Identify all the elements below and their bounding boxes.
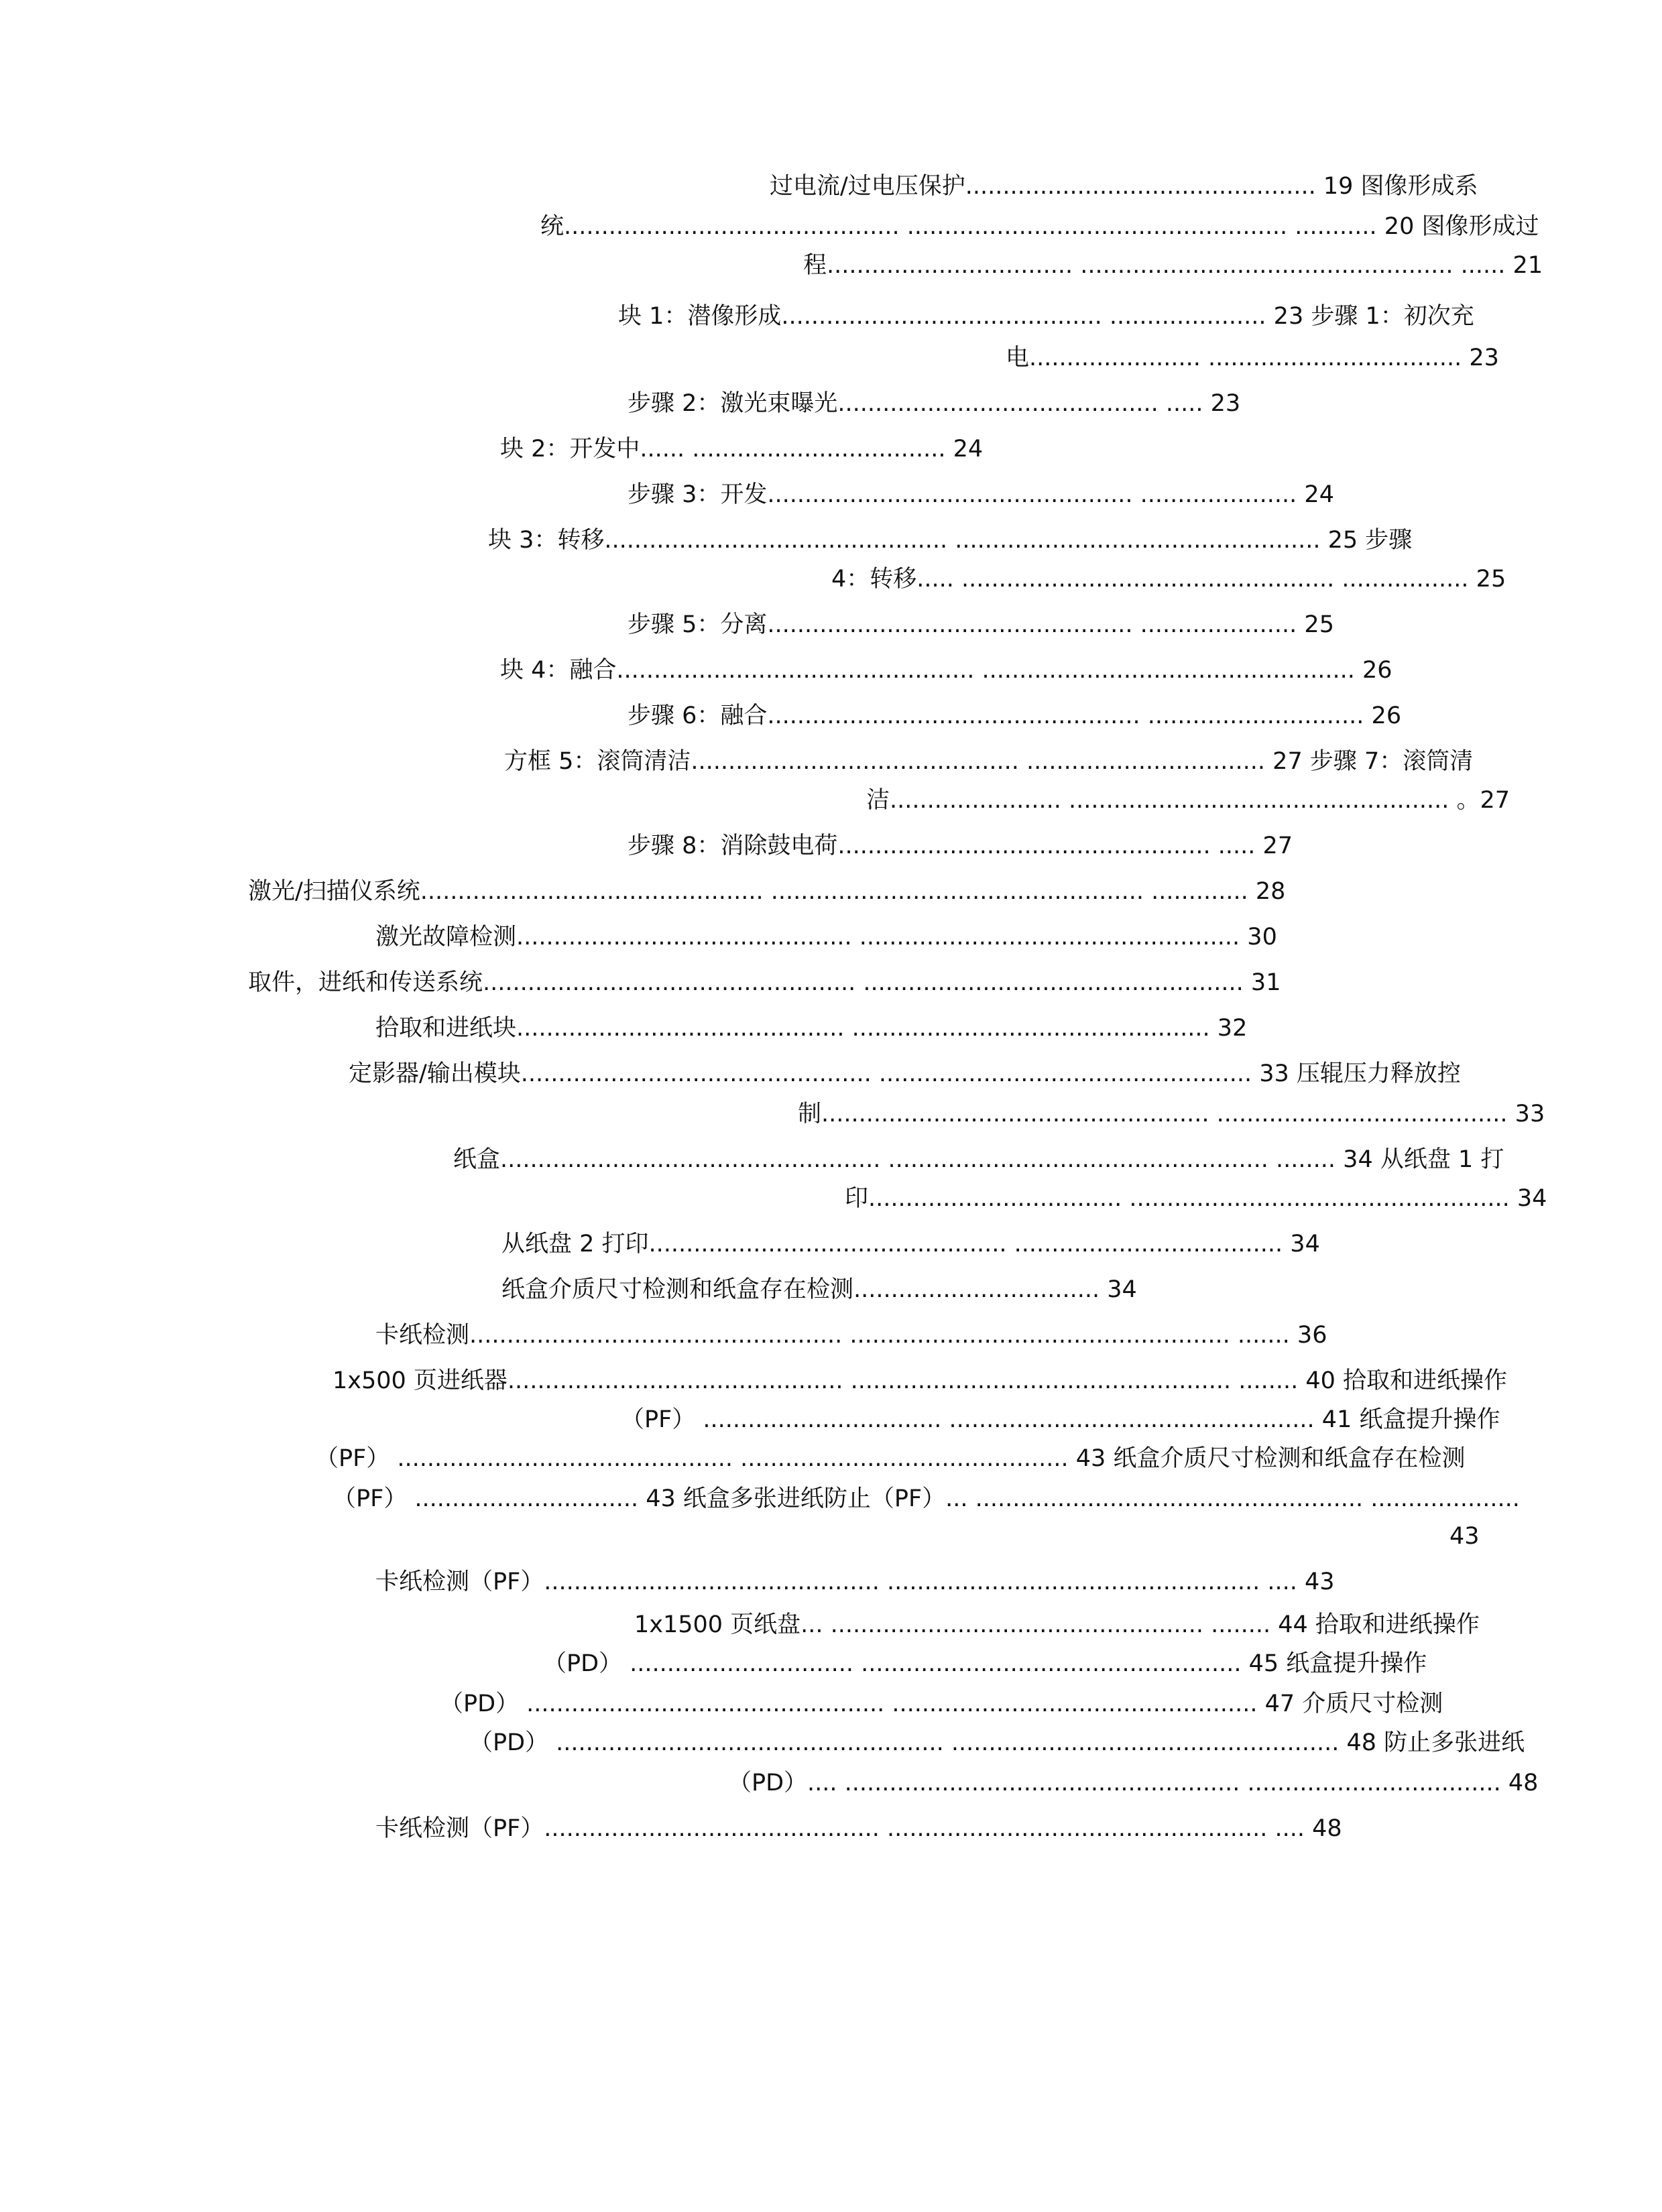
toc-line: （PF） ............................................. ............................................ 43 纸盒介质尺寸检测和纸盒存在检测 [315,1445,1466,1472]
toc-line: 块 4：融合................................................ .................................................. 26 [500,657,1392,684]
toc-line: 洁....................... ................................................... 。27 [866,787,1510,814]
toc-line: 1x1500 页纸盘... .................................................. ........ 44 拾取和进纸操作 [634,1611,1480,1638]
toc-line: 步骤 2：激光束曝光........................................... ..... 23 [628,390,1241,417]
toc-line: 从纸盘 2 打印................................................ .................................... 34 [501,1231,1320,1257]
toc-line: （PF） ................................ ................................................. 41 纸盒提升操作 [621,1406,1500,1433]
toc-line: （PF） .............................. 43 纸盒多张进纸防止（PF）... .................................................... .................... [333,1485,1520,1512]
toc-line: 块 3：转移.............................................. ................................................. 25 步骤 [488,527,1413,554]
toc-line: （PD）.... ..................................................... .................................. 48 [728,1770,1539,1796]
toc-line: 块 2：开发中...... .................................. 24 [500,436,984,463]
toc-line: 4：转移..... .................................................. ................. 25 [831,566,1506,593]
toc-line: 步骤 3：开发................................................. ..................... 24 [628,481,1334,508]
toc-line: 步骤 5：分离................................................. ..................... 25 [628,611,1334,638]
toc-line: 块 1：潜像形成........................................... ..................... 23 步骤 1：初次充 [618,303,1474,330]
toc-line: 1x500 页进纸器............................................. ................................................... ........ 40 拾取和进纸操作 [333,1367,1508,1394]
toc-line: 步骤 6：融合.................................................. ............................. 26 [628,702,1402,729]
toc-line: 程................................. .................................................. ...... 21 [803,252,1543,279]
toc-line: 方框 5：滚筒清洁............................................ ................................ 27 步骤 7：滚筒清 [504,748,1474,775]
toc-line: 电....................... .................................. 23 [1006,345,1499,371]
toc-line: 卡纸检测（PF）............................................. .................................................. .... 43 [375,1569,1335,1595]
toc-line: 拾取和进纸块............................................ ................................................ 32 [375,1015,1248,1042]
toc-line: （PD） .............................. ................................................... 45 纸盒提升操作 [543,1650,1427,1677]
toc-line: 印.................................. ................................................... 34 [845,1185,1547,1212]
toc-line: 统............................................. ................................................... ........... 20 图像形成过 [540,213,1539,240]
toc-line: 取件，进纸和传送系统.................................................. ................................................... 31 [248,969,1281,996]
toc-line: （PD） .................................................... .................................................... 48 防止多张进纸 [469,1729,1525,1756]
toc-line: 制.................................................... ....................................... 33 [798,1101,1545,1127]
toc-line: 纸盒................................................... ................................................... ........ 34 从纸盘 1 打 [453,1146,1504,1173]
toc-line: 卡纸检测.................................................. ................................................... ....... 36 [375,1322,1327,1349]
toc-line: （PD） ................................................ ................................................. 47 介质尺寸检测 [440,1691,1443,1717]
toc-line: 过电流/过电压保护............................................... 19 图像形成系 [770,173,1478,200]
toc-line: 定影器/输出模块............................................... .................................................. 33 压辊压力释放控 [349,1060,1461,1087]
toc-line: 43 [1449,1523,1480,1550]
toc-line: 步骤 8：消除鼓电荷.................................................. ..... 27 [628,833,1293,859]
toc-line: 纸盒介质尺寸检测和纸盒存在检测................................. 34 [501,1276,1137,1303]
toc-line: 卡纸检测（PF）............................................. ................................................... .... 48 [375,1815,1342,1842]
toc-line: 激光故障检测............................................. ................................................... 30 [375,924,1277,950]
toc-line: 激光/扫描仪系统.............................................. .................................................. ............. 28 [248,878,1286,905]
